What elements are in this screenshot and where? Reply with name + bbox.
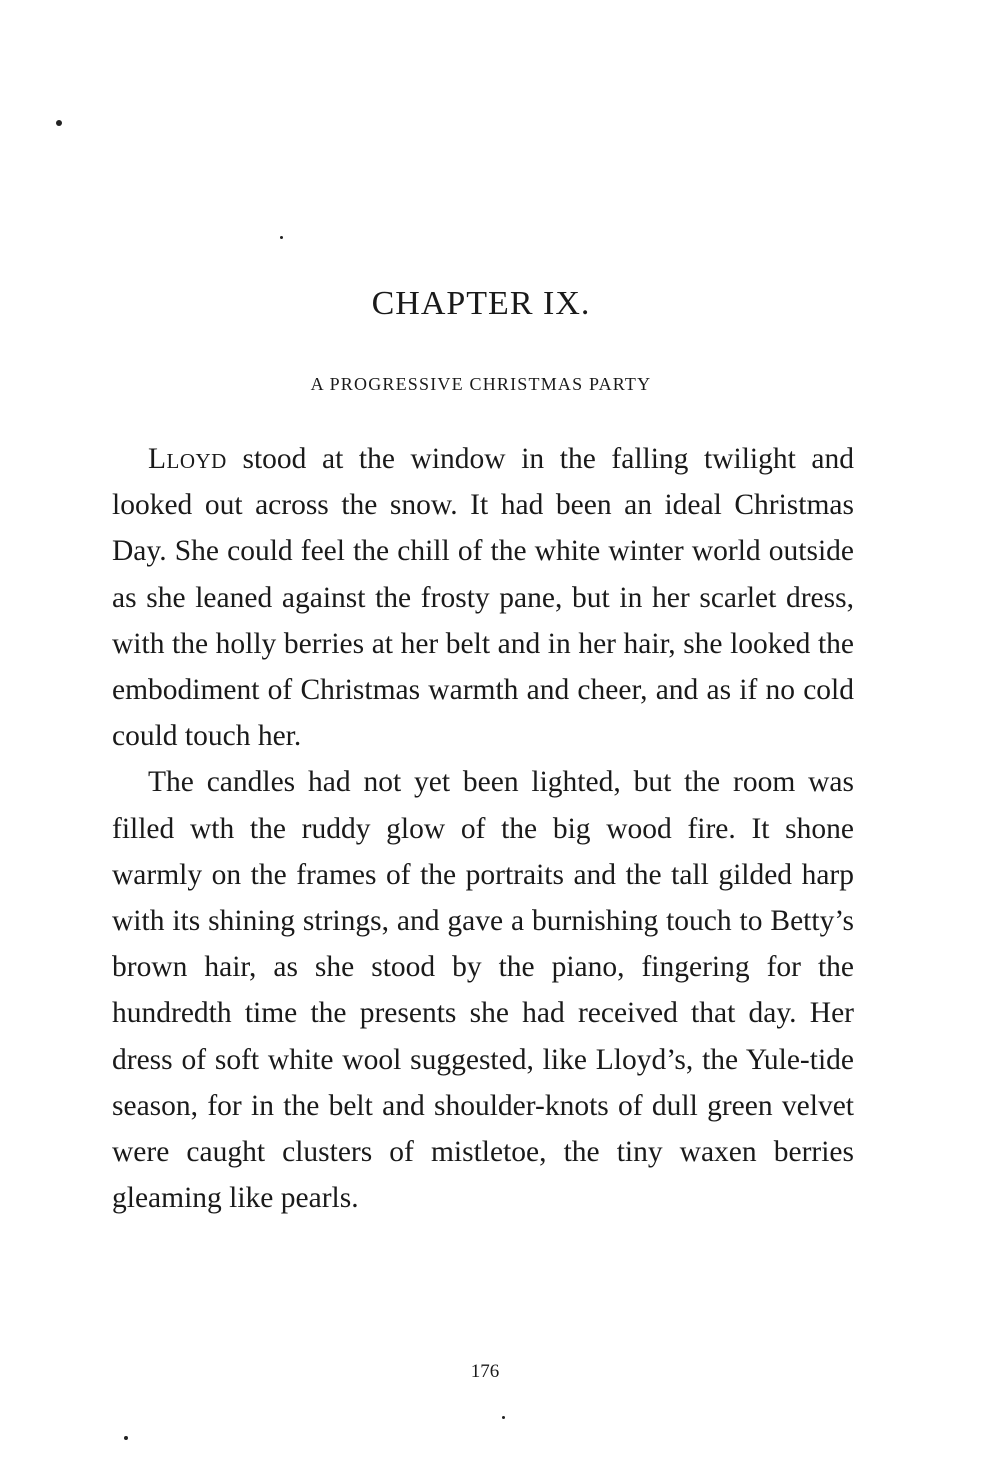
paragraph-text: stood at the window in the falling twilight and looked out across the snow. It had been an ideal Christmas Day. She could feel the chill of the white winter world outside as she leaned against the frosty pane, but in her scarlet dress, with the holly berries at her belt and in her hair, she looked the embodiment of Christmas warmth and cheer, and as if no cold could touch her. (112, 443, 854, 753)
scan-speck (502, 1416, 505, 1419)
paragraph-2 (112, 759, 854, 1221)
scan-speck (280, 236, 283, 239)
chapter-title: CHAPTER IX. (371, 285, 591, 322)
scan-speck (124, 1436, 128, 1440)
paragraph-lead-word: Lloyd (148, 443, 227, 475)
chapter-subtitle: A PROGRESSIVE CHRISTMAS PARTY (310, 374, 652, 394)
scan-speck (56, 120, 62, 126)
page-number: 176 (470, 1361, 500, 1382)
paragraph-text: The candles had not yet been lighted, but the room was filled wth the ruddy glow of the big wood fire. It shone warmly on the frames of the portraits and the tall gilded harp with its shining strings, and gave a burnishing touch to Betty’s brown hair, as she stood by the piano, fingering for the hundredth time the presents she had received that day. Her dress of soft white wool suggested, like Lloyd’s, the Yule-tide season, for in the belt and shoulder-knots of dull green velvet were caught clusters of mistletoe, the tiny waxen berries gleaming like pearls. (112, 766, 854, 1215)
chapter-body (112, 436, 854, 1221)
paragraph-1 (112, 436, 854, 759)
